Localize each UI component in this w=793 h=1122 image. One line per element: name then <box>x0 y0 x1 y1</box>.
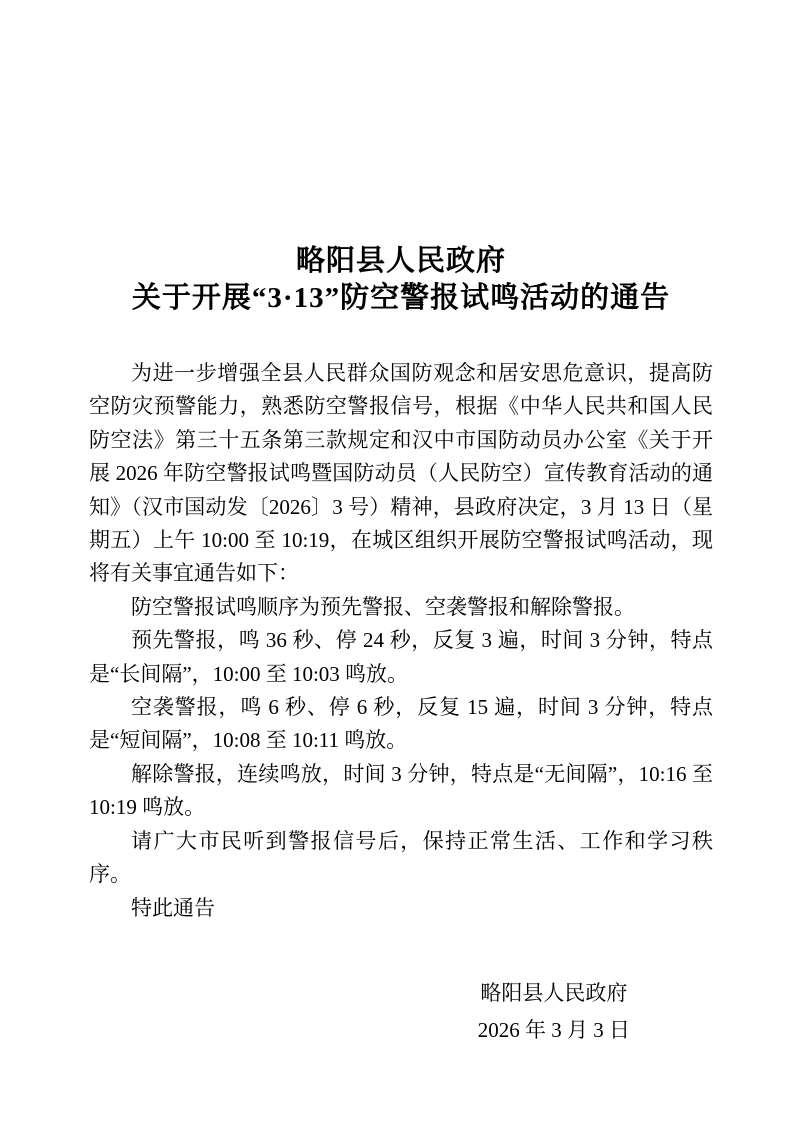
document-title <box>89 243 713 317</box>
signature-issuer-name: 略阳县人民政府 <box>480 980 628 1005</box>
paragraph-pre-alarm: 预先警报，鸣 36 秒、停 24 秒，反复 3 遍，时间 3 分钟，特点是“长间隔”，10:00 至 10:03 鸣放。 <box>89 628 713 686</box>
paragraph-air-raid-alarm: 空袭警报，鸣 6 秒、停 6 秒，反复 15 遍，时间 3 分钟，特点是“短间隔”，10:08 至 10:11 鸣放。 <box>89 695 713 753</box>
paragraph-closing: 特此通告 <box>131 895 215 920</box>
paragraph-intro: 为进一步增强全县人民群众国防观念和居安思危意识，提高防空防灾预警能力，熟悉防空警报信号，根据《中华人民共和国人民防空法》第三十五条第三款规定和汉中市国防动员办公室《关于开展 2026 年防空警报试鸣暨国防动员（人民防空）宣传教育活动的通知》（汉市国动发〔2026〕3 号）精神，县政府决定，3 月 13 日（星期五）上午 10:00 至 10:19，在城区组织开展防空警报试鸣活动，现将有关事宜通告如下： <box>89 361 713 586</box>
title-line-issuer: 略阳县人民政府 <box>295 245 506 277</box>
signature-block <box>89 975 713 1049</box>
document-body <box>89 357 713 925</box>
title-line-subject: 关于开展“3·13”防空警报试鸣活动的通告 <box>131 282 671 314</box>
paragraph-public-advice: 请广大市民听到警报信号后，保持正常生活、工作和学习秩序。 <box>89 828 713 887</box>
paragraph-siren-order: 防空警报试鸣顺序为预先警报、空袭警报和解除警报。 <box>131 594 635 619</box>
signature-inner <box>478 975 630 1049</box>
paragraph-all-clear-alarm: 解除警报，连续鸣放，时间 3 分钟，特点是“无间隔”，10:16 至 10:19 鸣放。 <box>89 761 713 820</box>
signature-date: 2026 年 3 月 3 日 <box>477 1017 630 1042</box>
